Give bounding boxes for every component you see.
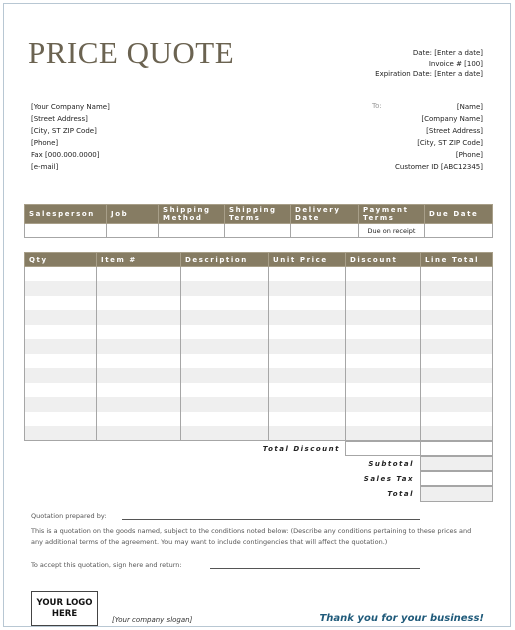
table-cell[interactable]	[97, 354, 181, 369]
invoice-number-field[interactable]: Invoice # [100]	[428, 59, 483, 68]
table-cell[interactable]	[421, 325, 493, 340]
sender-street[interactable]: [Street Address]	[31, 114, 88, 123]
sender-fax[interactable]: Fax [000.000.0000]	[31, 150, 100, 159]
table-cell[interactable]	[25, 325, 97, 340]
table-row	[25, 325, 493, 340]
sender-city[interactable]: [City, ST ZIP Code]	[31, 126, 97, 135]
table-cell[interactable]	[25, 354, 97, 369]
to-label: To:	[372, 102, 382, 110]
table-cell[interactable]	[346, 281, 421, 296]
col-salesperson: Salesperson	[25, 205, 107, 224]
table-cell[interactable]	[97, 310, 181, 325]
sales-tax-value[interactable]	[420, 471, 493, 486]
table-row	[25, 368, 493, 383]
table-cell[interactable]	[97, 426, 181, 441]
col-qty: Qty	[25, 253, 97, 267]
table-cell[interactable]	[181, 383, 269, 398]
table-cell[interactable]	[181, 368, 269, 383]
table-cell[interactable]	[181, 412, 269, 427]
table-cell[interactable]	[181, 296, 269, 311]
salesperson-cell[interactable]	[25, 224, 107, 238]
table-cell[interactable]	[97, 296, 181, 311]
table-cell[interactable]	[421, 296, 493, 311]
col-job: Job	[107, 205, 159, 224]
company-slogan: [Your company slogan]	[112, 616, 193, 624]
recipient-company[interactable]: [Company Name]	[421, 114, 483, 123]
table-cell[interactable]	[97, 325, 181, 340]
table-cell[interactable]	[181, 325, 269, 340]
total-value[interactable]	[420, 486, 493, 502]
job-cell[interactable]	[107, 224, 159, 238]
table-cell[interactable]	[269, 426, 346, 441]
table-cell[interactable]	[269, 325, 346, 340]
quote-page	[3, 3, 511, 627]
table-cell[interactable]	[25, 426, 97, 441]
table-cell[interactable]	[181, 426, 269, 441]
table-cell[interactable]	[181, 339, 269, 354]
table-cell[interactable]	[346, 397, 421, 412]
table-cell[interactable]	[25, 397, 97, 412]
table-row	[25, 383, 493, 398]
table-cell[interactable]	[181, 310, 269, 325]
prepared-by-line[interactable]	[122, 519, 420, 520]
table-row	[25, 354, 493, 369]
table-cell[interactable]	[25, 296, 97, 311]
table-cell[interactable]	[97, 383, 181, 398]
table-cell[interactable]	[421, 397, 493, 412]
col-description: Description	[181, 253, 269, 267]
total-discount-line-total[interactable]	[420, 441, 493, 456]
subtotal-value[interactable]	[420, 456, 493, 471]
line-items-table	[24, 252, 493, 441]
table-row	[25, 339, 493, 354]
payment-terms-cell[interactable]: Due on receipt	[359, 224, 425, 238]
table-cell[interactable]	[269, 383, 346, 398]
delivery-date-cell[interactable]	[291, 224, 359, 238]
col-discount: Discount	[346, 253, 421, 267]
page-title: PRICE QUOTE	[28, 35, 235, 70]
col-payment-terms: Payment Terms	[359, 205, 425, 224]
subtotal-label: Subtotal	[368, 460, 414, 468]
table-cell[interactable]	[269, 397, 346, 412]
recipient-city[interactable]: [City, ST ZIP Code]	[417, 138, 483, 147]
table-cell[interactable]	[181, 267, 269, 282]
shipping-terms-cell[interactable]	[225, 224, 291, 238]
table-row	[25, 267, 493, 282]
expiration-date-field[interactable]: Expiration Date: [Enter a date]	[375, 70, 483, 78]
table-cell[interactable]	[25, 368, 97, 383]
table-cell[interactable]	[269, 267, 346, 282]
table-cell[interactable]	[269, 354, 346, 369]
recipient-name[interactable]: [Name]	[456, 103, 483, 111]
table-cell[interactable]	[25, 383, 97, 398]
recipient-address	[395, 102, 483, 173]
recipient-street[interactable]: [Street Address]	[426, 126, 483, 135]
table-cell[interactable]	[25, 267, 97, 282]
table-cell[interactable]	[346, 339, 421, 354]
quotation-terms: This is a quotation on the goods named, subject to the conditions noted below: (Describe any conditions pertaining to these prices and any additional terms of the agreement. You may want to include contingencies that will affect the quotation.)	[31, 527, 472, 546]
table-cell[interactable]	[421, 383, 493, 398]
table-cell[interactable]	[346, 426, 421, 441]
table-cell[interactable]	[421, 412, 493, 427]
table-cell[interactable]	[421, 267, 493, 282]
col-line-total: Line Total	[421, 253, 493, 267]
table-cell[interactable]	[346, 267, 421, 282]
table-cell[interactable]	[421, 310, 493, 325]
table-cell[interactable]	[181, 354, 269, 369]
shipping-method-cell[interactable]	[159, 224, 225, 238]
table-row	[25, 281, 493, 296]
table-cell[interactable]	[346, 412, 421, 427]
table-cell[interactable]	[346, 368, 421, 383]
table-cell[interactable]	[421, 281, 493, 296]
table-cell[interactable]	[269, 310, 346, 325]
table-cell[interactable]	[269, 412, 346, 427]
table-cell[interactable]	[97, 397, 181, 412]
table-row	[25, 310, 493, 325]
table-row	[25, 412, 493, 427]
table-row	[25, 296, 493, 311]
col-unit-price: Unit Price	[269, 253, 346, 267]
table-cell[interactable]	[25, 412, 97, 427]
total-label: Total	[387, 490, 414, 498]
thank-you-message: Thank you for your business!	[319, 613, 484, 624]
table-cell[interactable]	[25, 281, 97, 296]
table-row	[25, 426, 493, 441]
table-cell[interactable]	[346, 310, 421, 325]
table-cell[interactable]	[25, 310, 97, 325]
table-row	[25, 397, 493, 412]
table-cell[interactable]	[269, 296, 346, 311]
table-cell[interactable]	[269, 368, 346, 383]
sender-phone[interactable]: [Phone]	[31, 138, 59, 147]
table-cell[interactable]	[25, 339, 97, 354]
table-cell[interactable]	[421, 339, 493, 354]
accept-label: To accept this quotation, sign here and return:	[31, 561, 182, 569]
sender-company[interactable]: [Your Company Name]	[31, 103, 110, 111]
prepared-by-label: Quotation prepared by:	[31, 512, 107, 520]
table-cell[interactable]	[346, 325, 421, 340]
table-cell[interactable]	[97, 412, 181, 427]
col-item-number: Item #	[97, 253, 181, 267]
table-cell[interactable]	[97, 267, 181, 282]
table-cell[interactable]	[421, 354, 493, 369]
total-discount-label: Total Discount	[262, 445, 340, 453]
customer-id[interactable]: Customer ID [ABC12345]	[395, 162, 483, 171]
sender-address	[31, 102, 110, 173]
company-logo: YOUR LOGO HERE	[31, 591, 98, 626]
table-cell[interactable]	[346, 354, 421, 369]
table-cell[interactable]	[97, 368, 181, 383]
table-cell[interactable]	[346, 383, 421, 398]
signature-line[interactable]	[210, 568, 420, 569]
quote-meta	[375, 48, 483, 80]
table-cell[interactable]	[346, 296, 421, 311]
col-shipping-terms: Shipping Terms	[225, 205, 291, 224]
table-cell[interactable]	[97, 281, 181, 296]
table-cell[interactable]	[181, 397, 269, 412]
sales-tax-label: Sales Tax	[363, 475, 414, 483]
recipient-phone[interactable]: [Phone]	[455, 150, 483, 159]
table-cell[interactable]	[421, 426, 493, 441]
col-shipping-method: Shipping Method	[159, 205, 225, 224]
table-cell[interactable]	[421, 368, 493, 383]
table-cell[interactable]	[181, 281, 269, 296]
table-cell[interactable]	[97, 339, 181, 354]
col-delivery-date: Delivery Date	[291, 205, 359, 224]
table-cell[interactable]	[269, 339, 346, 354]
sender-email[interactable]: [e-mail]	[31, 162, 59, 171]
total-discount-value[interactable]	[345, 441, 421, 456]
col-due-date: Due Date	[425, 205, 493, 224]
table-cell[interactable]	[269, 281, 346, 296]
order-info-table	[24, 204, 493, 238]
due-date-cell[interactable]	[425, 224, 493, 238]
date-field[interactable]: Date: [Enter a date]	[412, 49, 483, 57]
